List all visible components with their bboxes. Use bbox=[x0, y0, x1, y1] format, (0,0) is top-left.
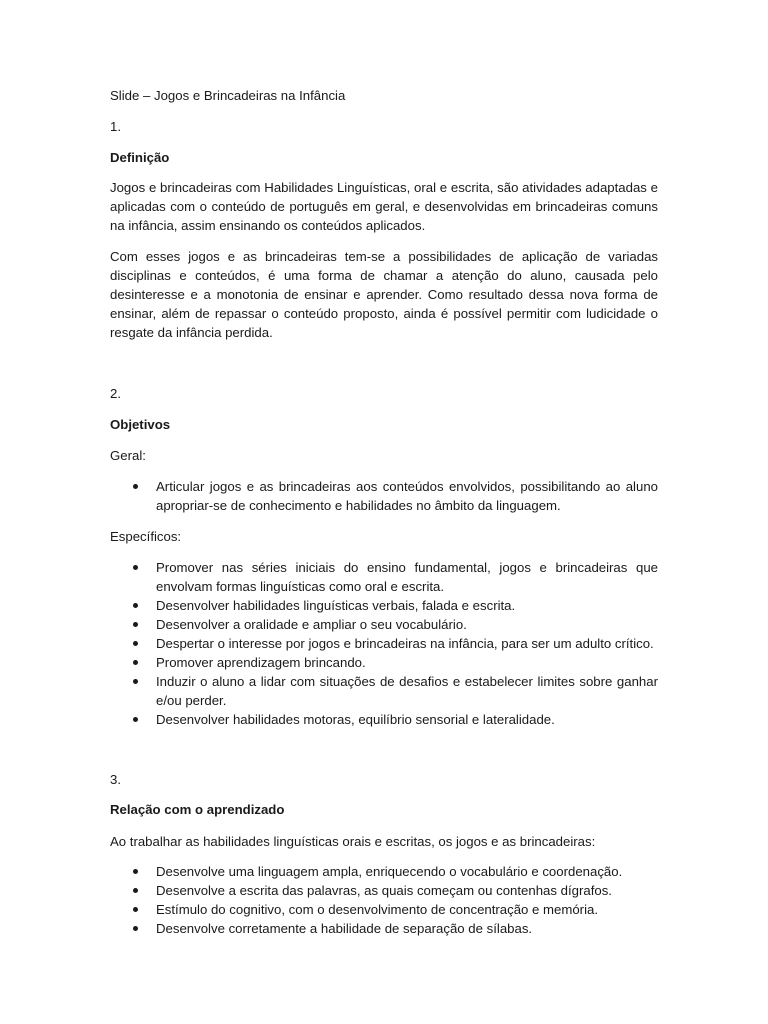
list-item: Desenvolve corretamente a habilidade de separação de sílabas. bbox=[110, 919, 658, 938]
list-item: Promover aprendizagem brincando. bbox=[110, 653, 658, 672]
list-item: Estímulo do cognitivo, com o desenvolvimento de concentração e memória. bbox=[110, 900, 658, 919]
learning-intro: Ao trabalhar as habilidades linguísticas orais e escritas, os jogos e as brincadeiras: bbox=[110, 834, 596, 849]
section-3-number: 3. bbox=[110, 772, 121, 787]
section-1-number: 1. bbox=[110, 119, 121, 134]
section-2-number: 2. bbox=[110, 386, 121, 401]
section-1-heading: Definição bbox=[110, 150, 170, 165]
bullet-icon bbox=[133, 484, 138, 489]
list-item: Desenvolver habilidades linguísticas verbais, falada e escrita. bbox=[110, 596, 658, 615]
list-item: Desenvolve uma linguagem ampla, enriquecendo o vocabulário e coordenação. bbox=[110, 862, 658, 881]
bullet-icon bbox=[133, 603, 138, 608]
definition-paragraph-2: Com esses jogos e as brincadeiras tem-se a possibilidades de aplicação de variadas disciplinas e conteúdos, é uma forma de chamar a atenção do aluno, causada pelo desinteresse e a monotonia de ensinar e aprender. Como resultado dessa nova forma de ensinar, além de repassar o conteúdo proposto, ainda é possível permitir com ludicidade o resgate da infância perdida. bbox=[110, 249, 658, 340]
bullet-icon bbox=[133, 907, 138, 912]
list-item: Desenvolver a oralidade e ampliar o seu vocabulário. bbox=[110, 615, 658, 634]
definition-paragraph-1: Jogos e brincadeiras com Habilidades Linguísticas, oral e escrita, são atividades adaptadas e aplicadas com o conteúdo de português em geral, e desenvolvidas em brincadeiras comuns na infância, assim ensinando os conteúdos aplicados. bbox=[110, 180, 658, 233]
bullet-icon bbox=[133, 565, 138, 570]
general-label: Geral: bbox=[110, 448, 146, 463]
bullet-icon bbox=[133, 717, 138, 722]
section-3-heading: Relação com o aprendizado bbox=[110, 802, 285, 817]
list-item: Despertar o interesse por jogos e brincadeiras na infância, para ser um adulto crítico. bbox=[110, 634, 658, 653]
learning-list bbox=[110, 862, 658, 938]
bullet-icon bbox=[133, 679, 138, 684]
section-2-heading: Objetivos bbox=[110, 417, 171, 432]
bullet-icon bbox=[133, 622, 138, 627]
bullet-icon bbox=[133, 888, 138, 893]
list-item: Desenvolve a escrita das palavras, as quais começam ou contenhas dígrafos. bbox=[110, 881, 658, 900]
list-item: Induzir o aluno a lidar com situações de desafios e estabelecer limites sobre ganhar e/ou perder. bbox=[110, 672, 658, 710]
list-item: Articular jogos e as brincadeiras aos conteúdos envolvidos, possibilitando ao aluno apropriar-se de conhecimento e habilidades no âmbito da linguagem. bbox=[110, 477, 658, 515]
specific-label: Específicos: bbox=[110, 529, 182, 544]
general-objectives-list bbox=[110, 477, 658, 515]
specific-objectives-list bbox=[110, 558, 658, 729]
bullet-icon bbox=[133, 641, 138, 646]
bullet-icon bbox=[133, 926, 138, 931]
document-title: Slide – Jogos e Brincadeiras na Infância bbox=[110, 88, 346, 103]
bullet-icon bbox=[133, 660, 138, 665]
list-item: Desenvolver habilidades motoras, equilíbrio sensorial e lateralidade. bbox=[110, 710, 658, 729]
bullet-icon bbox=[133, 869, 138, 874]
list-item: Promover nas séries iniciais do ensino fundamental, jogos e brincadeiras que envolvam formas linguísticas como oral e escrita. bbox=[110, 558, 658, 596]
